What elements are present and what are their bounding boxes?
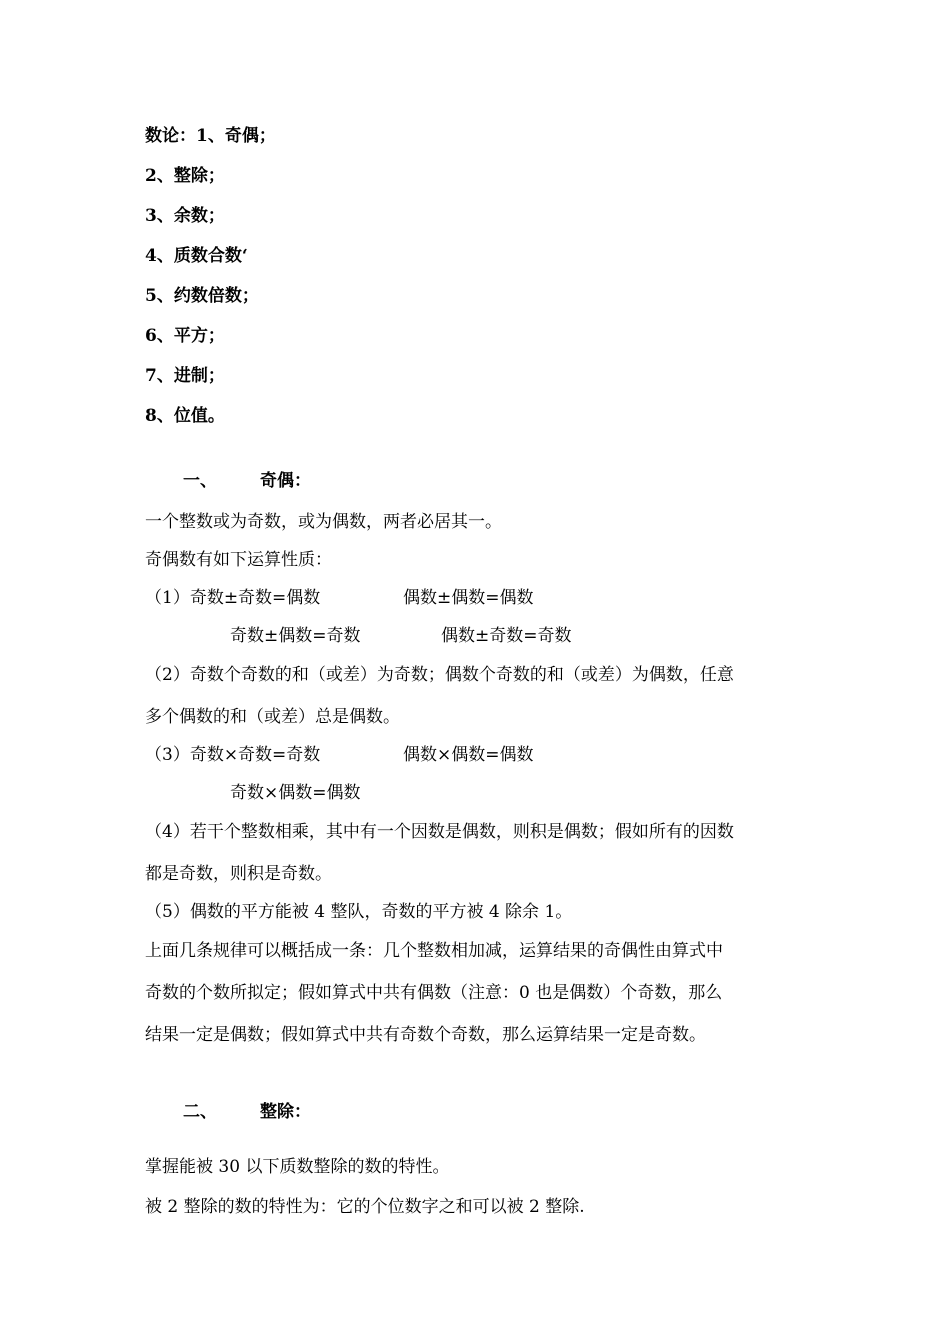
rule1-row1 xyxy=(145,587,805,609)
summary-line2: 奇数的个数所拟定；假如算式中共有偶数（注意：0 也是偶数）个奇数，那么 xyxy=(145,983,723,1003)
rule1-b: 偶数±偶数=偶数 xyxy=(403,588,534,608)
toc-item-2: 2、整除； xyxy=(145,166,225,186)
rule4-line1: （4）若干个整数相乘，其中有一个因数是偶数，则积是偶数；假如所有的因数 xyxy=(145,822,734,842)
summary-line3: 结果一定是偶数；假如算式中共有奇数个奇数，那么运算结果一定是奇数。 xyxy=(145,1025,706,1045)
rule1-c: 奇数±偶数=奇数 xyxy=(230,626,361,646)
rule3-c: 奇数×偶数=偶数 xyxy=(230,783,361,803)
section2-heading xyxy=(145,1101,445,1123)
toc-item-7: 7、进制； xyxy=(145,366,225,386)
rule3-b: 偶数×偶数=偶数 xyxy=(403,745,534,765)
section2-title: 整除： xyxy=(260,1102,311,1122)
section2-number: 二、 xyxy=(183,1102,217,1122)
rule4-line2: 都是奇数，则积是奇数。 xyxy=(145,864,332,884)
section1-intro: 一个整数或为奇数，或为偶数，两者必居其一。 xyxy=(145,512,502,532)
rule1-a: （1）奇数±奇数=偶数 xyxy=(145,588,321,608)
toc-item-8: 8、位值。 xyxy=(145,406,225,426)
section1-title: 奇偶： xyxy=(260,471,311,491)
summary-line1: 上面几条规律可以概括成一条：几个整数相加减，运算结果的奇偶性由算式中 xyxy=(145,941,723,961)
toc-item-3: 3、余数； xyxy=(145,206,225,226)
toc-item-5: 5、约数倍数； xyxy=(145,286,259,306)
toc-item-4: 4、质数合数‘ xyxy=(145,246,248,266)
rule1-row2 xyxy=(145,625,805,647)
section2-line2: 被 2 整除的数的特性为：它的个位数字之和可以被 2 整除. xyxy=(145,1197,585,1217)
section1-number: 一、 xyxy=(183,471,217,491)
rule3-row1 xyxy=(145,744,805,766)
section1-heading xyxy=(145,470,445,492)
rule2-line2: 多个偶数的和（或差）总是偶数。 xyxy=(145,707,400,727)
section2-line1: 掌握能被 30 以下质数整除的数的特性。 xyxy=(145,1157,450,1177)
rule5: （5）偶数的平方能被 4 整队，奇数的平方被 4 除余 1。 xyxy=(145,902,573,922)
rule1-d: 偶数±奇数=奇数 xyxy=(441,626,572,646)
section1-properties-intro: 奇偶数有如下运算性质： xyxy=(145,550,332,570)
rule3-a: （3）奇数×奇数=奇数 xyxy=(145,745,321,765)
rule2-line1: （2）奇数个奇数的和（或差）为奇数；偶数个奇数的和（或差）为偶数，任意 xyxy=(145,665,734,685)
toc-item-1: 数论：1、奇偶； xyxy=(145,126,276,146)
toc-item-6: 6、平方； xyxy=(145,326,225,346)
rule3-row2 xyxy=(145,782,805,804)
